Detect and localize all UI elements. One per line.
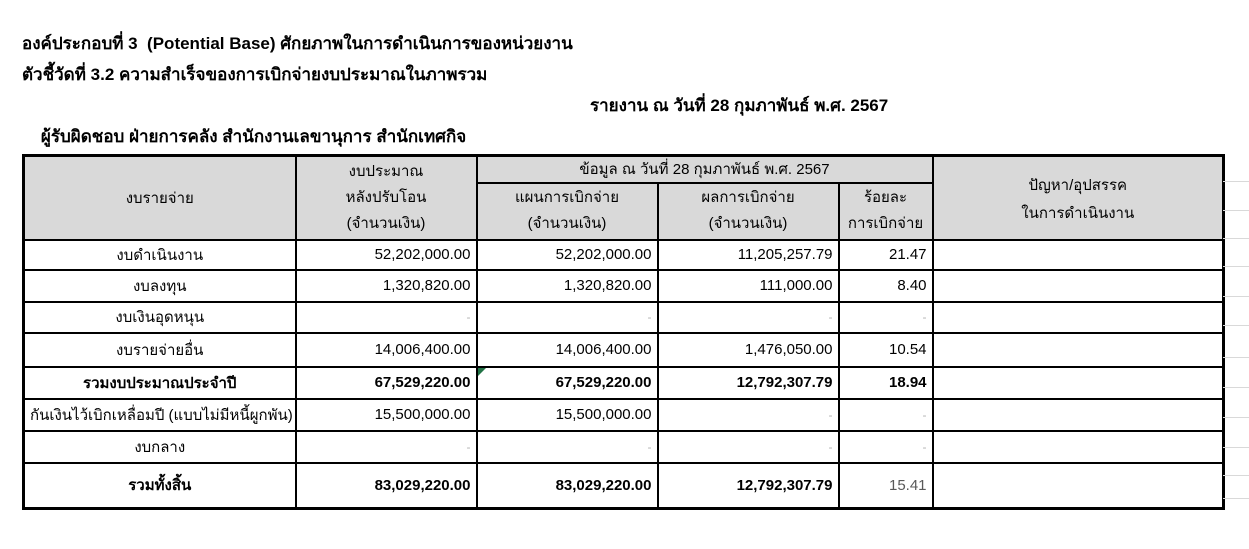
plan-cell[interactable]: - bbox=[477, 302, 658, 333]
title-indicator: ตัวชี้วัดที่ 3.2 ความสำเร็จของการเบิกจ่ายงบประมาณในภาพรวม bbox=[22, 65, 488, 84]
plan-cell[interactable]: - bbox=[477, 431, 658, 463]
plan-cell[interactable]: 1,320,820.00 bbox=[477, 270, 658, 302]
faint-gridline bbox=[1223, 238, 1249, 239]
problem-cell[interactable] bbox=[933, 302, 1224, 333]
budget-cell[interactable]: - bbox=[296, 302, 477, 333]
actual-cell[interactable]: 12,792,307.79 bbox=[658, 367, 839, 399]
problem-cell[interactable] bbox=[933, 240, 1224, 270]
percent-cell[interactable]: 8.40 bbox=[839, 270, 933, 302]
table-row bbox=[24, 240, 1224, 270]
header-expense-type: งบรายจ่าย bbox=[24, 156, 296, 240]
actual-cell[interactable]: - bbox=[658, 399, 839, 431]
row-label-cell[interactable]: รวมงบประมาณประจำปี bbox=[24, 367, 296, 399]
actual-cell[interactable]: 1,476,050.00 bbox=[658, 333, 839, 367]
faint-gridline bbox=[1223, 266, 1249, 267]
faint-gridline bbox=[1223, 357, 1249, 358]
faint-gridline bbox=[1223, 447, 1249, 448]
problem-cell[interactable] bbox=[933, 367, 1224, 399]
header-actual-disbursement: ผลการเบิกจ่าย (จำนวนเงิน) bbox=[658, 183, 839, 240]
cell-error-indicator-triangle-icon bbox=[478, 368, 486, 376]
header-budget-after-transfer: งบประมาณ หลังปรับโอน (จำนวนเงิน) bbox=[296, 156, 477, 240]
row-label-cell[interactable]: งบลงทุน bbox=[24, 270, 296, 302]
header-data-asof-group: ข้อมูล ณ วันที่ 28 กุมภาพันธ์ พ.ศ. 2567 bbox=[477, 156, 933, 183]
budget-cell[interactable]: 67,529,220.00 bbox=[296, 367, 477, 399]
table-row-annual-total bbox=[24, 367, 1224, 399]
row-label-cell[interactable]: รวมทั้งสิ้น bbox=[24, 463, 296, 509]
row-label-cell[interactable]: งบดำเนินงาน bbox=[24, 240, 296, 270]
faint-gridline bbox=[1223, 498, 1249, 499]
problem-cell[interactable] bbox=[933, 399, 1224, 431]
plan-cell[interactable]: 15,500,000.00 bbox=[477, 399, 658, 431]
header-problems: ปัญหา/อุปสรรค ในการดำเนินงาน bbox=[933, 156, 1224, 240]
faint-gridline bbox=[1223, 181, 1249, 182]
header-plan-disbursement: แผนการเบิกจ่าย (จำนวนเงิน) bbox=[477, 183, 658, 240]
faint-gridline bbox=[1223, 475, 1249, 476]
percent-cell[interactable]: - bbox=[839, 399, 933, 431]
faint-gridline bbox=[1223, 387, 1249, 388]
problem-cell[interactable] bbox=[933, 431, 1224, 463]
plan-cell[interactable]: 67,529,220.00 bbox=[477, 367, 658, 399]
report-date-text: รายงาน ณ วันที่ 28 กุมภาพันธ์ พ.ศ. 2567 bbox=[590, 96, 889, 115]
percent-cell[interactable]: 18.94 bbox=[839, 367, 933, 399]
plan-cell[interactable]: 14,006,400.00 bbox=[477, 333, 658, 367]
header-percent-disbursement: ร้อยละ การเบิกจ่าย bbox=[839, 183, 933, 240]
plan-cell[interactable]: 83,029,220.00 bbox=[477, 463, 658, 509]
faint-gridline bbox=[1223, 417, 1249, 418]
budget-cell[interactable]: 83,029,220.00 bbox=[296, 463, 477, 509]
budget-cell[interactable]: 52,202,000.00 bbox=[296, 240, 477, 270]
budget-cell[interactable]: 1,320,820.00 bbox=[296, 270, 477, 302]
percent-cell[interactable]: - bbox=[839, 431, 933, 463]
row-label-cell[interactable]: กันเงินไว้เบิกเหลื่อมปี (แบบไม่มีหนี้ผูกพัน) bbox=[24, 399, 296, 431]
percent-cell[interactable]: 15.41 bbox=[839, 463, 933, 509]
faint-gridline bbox=[1223, 325, 1249, 326]
title-component: องค์ประกอบที่ 3 (Potential Base) ศักยภาพในการดำเนินการของหน่วยงาน bbox=[22, 34, 573, 53]
row-label-cell[interactable]: งบเงินอุดหนุน bbox=[24, 302, 296, 333]
budget-table bbox=[22, 154, 1225, 510]
actual-cell[interactable]: 11,205,257.79 bbox=[658, 240, 839, 270]
faint-gridline bbox=[1223, 296, 1249, 297]
percent-cell[interactable]: 10.54 bbox=[839, 333, 933, 367]
table-row bbox=[24, 431, 1224, 463]
responsible-unit-text: ผู้รับผิดชอบ ฝ่ายการคลัง สำนักงานเลขานุการ สำนักเทศกิจ bbox=[40, 127, 467, 146]
faint-gridline bbox=[1223, 210, 1249, 211]
actual-cell[interactable]: 12,792,307.79 bbox=[658, 463, 839, 509]
table-row bbox=[24, 270, 1224, 302]
plan-cell[interactable]: 52,202,000.00 bbox=[477, 240, 658, 270]
actual-cell[interactable]: 111,000.00 bbox=[658, 270, 839, 302]
problem-cell[interactable] bbox=[933, 463, 1224, 509]
table-row-grand-total bbox=[24, 463, 1224, 509]
budget-cell[interactable]: 14,006,400.00 bbox=[296, 333, 477, 367]
table-row bbox=[24, 302, 1224, 333]
row-label-cell[interactable]: งบรายจ่ายอื่น bbox=[24, 333, 296, 367]
actual-cell[interactable]: - bbox=[658, 302, 839, 333]
table-row bbox=[24, 333, 1224, 367]
budget-cell[interactable]: - bbox=[296, 431, 477, 463]
problem-cell[interactable] bbox=[933, 333, 1224, 367]
percent-cell[interactable]: - bbox=[839, 302, 933, 333]
row-label-cell[interactable]: งบกลาง bbox=[24, 431, 296, 463]
budget-cell[interactable]: 15,500,000.00 bbox=[296, 399, 477, 431]
table-row bbox=[24, 399, 1224, 431]
actual-cell[interactable]: - bbox=[658, 431, 839, 463]
percent-cell[interactable]: 21.47 bbox=[839, 240, 933, 270]
problem-cell[interactable] bbox=[933, 270, 1224, 302]
